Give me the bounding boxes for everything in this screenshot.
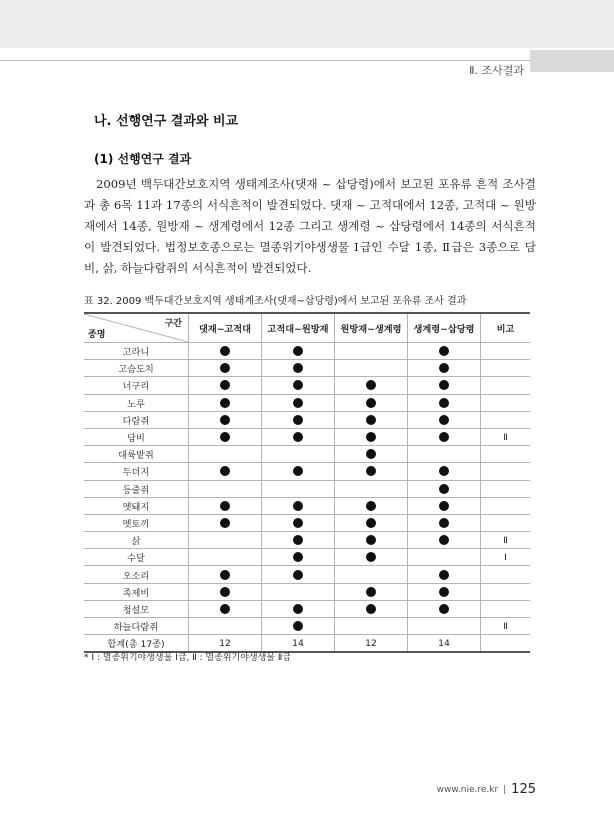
presence-cell	[189, 446, 262, 463]
note-cell	[481, 343, 531, 360]
presence-cell	[262, 600, 335, 617]
corner-cell	[84, 313, 189, 343]
presence-dot-icon	[439, 380, 449, 390]
presence-dot-icon	[439, 415, 449, 425]
presence-cell	[262, 446, 335, 463]
presence-cell	[408, 446, 481, 463]
presence-cell	[408, 480, 481, 497]
presence-dot-icon	[293, 380, 303, 390]
presence-dot-icon	[293, 621, 303, 631]
table-row	[84, 428, 530, 445]
sub-title: (1) 선행연구 결과	[94, 152, 192, 166]
presence-dot-icon	[293, 604, 303, 614]
table-row	[84, 480, 530, 497]
paragraph-text: 2009년 백두대간보호지역 생태계조사(댓재 ~ 삽당령)에서 보고된 포유류 흔적 조사결과 총 6목 11과 17종의 서식흔적이 발견되었다. 댓재 ~ 고적대에서 12종, 고적대 ~ 원방재에서 14종, 원방재 ~ 생계령에서 12종 그리고 생계령 ~ 삽당령에서 14종의 서식흔적이 발견되었다. 법정보호종으로는 멸종위기야생생물 Ⅰ급인 수달 1종, Ⅱ급은 3종으로 담비, 삵, 하늘다람쥐의 서식흔적이 발견되었다.	[84, 177, 536, 275]
presence-cell	[262, 549, 335, 566]
presence-dot-icon	[439, 518, 449, 528]
table-row	[84, 583, 530, 600]
presence-dot-icon	[366, 501, 376, 511]
presence-cell	[335, 532, 408, 549]
presence-dot-icon	[293, 432, 303, 442]
table-row	[84, 343, 530, 360]
presence-dot-icon	[439, 346, 449, 356]
presence-cell	[189, 377, 262, 394]
presence-cell	[189, 497, 262, 514]
table-row	[84, 463, 530, 480]
species-name: 수달	[84, 549, 189, 566]
presence-dot-icon	[366, 518, 376, 528]
header-tab	[530, 50, 614, 72]
presence-cell	[335, 566, 408, 583]
presence-dot-icon	[439, 570, 449, 580]
presence-cell	[262, 394, 335, 411]
presence-cell	[335, 377, 408, 394]
presence-cell	[189, 583, 262, 600]
presence-dot-icon	[220, 587, 230, 597]
presence-cell	[189, 463, 262, 480]
header-band	[0, 0, 614, 48]
presence-cell	[262, 514, 335, 531]
table-row	[84, 411, 530, 428]
presence-cell	[262, 497, 335, 514]
presence-cell	[262, 463, 335, 480]
presence-cell	[189, 618, 262, 635]
table-header-row	[84, 313, 530, 343]
presence-dot-icon	[220, 518, 230, 528]
species-name: 족제비	[84, 583, 189, 600]
presence-dot-icon	[293, 501, 303, 511]
total-value: 12	[189, 635, 262, 653]
column-header: 비고	[481, 313, 531, 343]
species-name: 오소리	[84, 566, 189, 583]
presence-cell	[189, 411, 262, 428]
presence-dot-icon	[366, 535, 376, 545]
presence-cell	[408, 532, 481, 549]
presence-dot-icon	[366, 466, 376, 476]
species-name: 두더지	[84, 463, 189, 480]
note-cell	[481, 497, 531, 514]
presence-cell	[262, 532, 335, 549]
presence-cell	[408, 360, 481, 377]
species-name: 너구리	[84, 377, 189, 394]
presence-cell	[408, 463, 481, 480]
presence-cell	[262, 343, 335, 360]
presence-cell	[335, 480, 408, 497]
presence-dot-icon	[220, 432, 230, 442]
presence-dot-icon	[293, 535, 303, 545]
presence-cell	[262, 566, 335, 583]
presence-dot-icon	[220, 570, 230, 580]
presence-cell	[262, 428, 335, 445]
presence-cell	[189, 549, 262, 566]
species-name: 하늘다람쥐	[84, 618, 189, 635]
presence-cell	[408, 377, 481, 394]
note-cell	[481, 514, 531, 531]
presence-dot-icon	[439, 398, 449, 408]
page-footer	[437, 782, 536, 797]
presence-cell	[189, 394, 262, 411]
table-row	[84, 566, 530, 583]
presence-dot-icon	[293, 415, 303, 425]
presence-cell	[335, 618, 408, 635]
footnote: * Ⅰ : 멸종위기야생생물 Ⅰ급, Ⅱ : 멸종위기야생생물 Ⅱ급	[84, 653, 291, 663]
presence-dot-icon	[439, 432, 449, 442]
table-row	[84, 600, 530, 617]
presence-cell	[189, 480, 262, 497]
presence-cell	[335, 549, 408, 566]
presence-cell	[408, 411, 481, 428]
page-number: 125	[511, 782, 536, 797]
table-row	[84, 497, 530, 514]
presence-cell	[262, 480, 335, 497]
presence-cell	[335, 411, 408, 428]
presence-cell	[335, 428, 408, 445]
presence-cell	[335, 600, 408, 617]
species-name: 멧토끼	[84, 514, 189, 531]
presence-cell	[408, 566, 481, 583]
note-cell	[481, 446, 531, 463]
presence-dot-icon	[366, 415, 376, 425]
table-row	[84, 532, 530, 549]
presence-cell	[262, 583, 335, 600]
table-row	[84, 394, 530, 411]
presence-cell	[262, 360, 335, 377]
presence-cell	[408, 514, 481, 531]
presence-cell	[262, 377, 335, 394]
presence-cell	[335, 343, 408, 360]
corner-bottom-label: 종명	[88, 330, 106, 340]
presence-dot-icon	[366, 432, 376, 442]
note-cell	[481, 377, 531, 394]
column-header: 고적대~원방재	[262, 313, 335, 343]
presence-dot-icon	[439, 604, 449, 614]
presence-cell	[408, 583, 481, 600]
presence-dot-icon	[366, 552, 376, 562]
presence-cell	[262, 411, 335, 428]
presence-cell	[189, 360, 262, 377]
presence-cell	[335, 497, 408, 514]
species-name: 청설모	[84, 600, 189, 617]
total-value: 12	[335, 635, 408, 653]
presence-dot-icon	[220, 466, 230, 476]
column-header: 댓재~고적대	[189, 313, 262, 343]
table-row	[84, 377, 530, 394]
presence-dot-icon	[293, 466, 303, 476]
column-header: 원방재~생계령	[335, 313, 408, 343]
species-name: 담비	[84, 428, 189, 445]
presence-cell	[408, 549, 481, 566]
note-cell: Ⅱ	[481, 532, 531, 549]
note-cell	[481, 360, 531, 377]
species-name: 노루	[84, 394, 189, 411]
footer-url: www.nie.re.kr	[436, 785, 499, 795]
note-cell: Ⅰ	[481, 549, 531, 566]
column-header: 생계령~삽당령	[408, 313, 481, 343]
presence-cell	[408, 497, 481, 514]
note-cell	[481, 463, 531, 480]
total-value: 14	[408, 635, 481, 653]
note-cell	[481, 411, 531, 428]
presence-cell	[335, 394, 408, 411]
presence-dot-icon	[293, 518, 303, 528]
species-name: 대륙밭쥐	[84, 446, 189, 463]
mammal-table	[84, 312, 530, 653]
section-title: 나. 선행연구 결과와 비교	[94, 114, 239, 129]
table-row	[84, 514, 530, 531]
presence-cell	[262, 618, 335, 635]
note-cell	[481, 566, 531, 583]
total-value	[481, 635, 531, 653]
presence-cell	[335, 514, 408, 531]
presence-dot-icon	[220, 398, 230, 408]
total-label: 합계(총 17종)	[84, 635, 189, 653]
presence-cell	[189, 532, 262, 549]
note-cell	[481, 394, 531, 411]
presence-dot-icon	[220, 380, 230, 390]
presence-cell	[189, 428, 262, 445]
presence-dot-icon	[439, 363, 449, 373]
total-value: 14	[262, 635, 335, 653]
species-name: 등줄쥐	[84, 480, 189, 497]
table-row	[84, 360, 530, 377]
presence-dot-icon	[439, 501, 449, 511]
presence-dot-icon	[366, 587, 376, 597]
note-cell: Ⅱ	[481, 618, 531, 635]
presence-dot-icon	[220, 346, 230, 356]
presence-cell	[335, 446, 408, 463]
header-rule	[0, 60, 614, 61]
presence-dot-icon	[293, 552, 303, 562]
presence-cell	[189, 343, 262, 360]
running-header: Ⅱ. 조사결과	[469, 64, 524, 77]
presence-dot-icon	[439, 587, 449, 597]
presence-dot-icon	[293, 346, 303, 356]
presence-dot-icon	[293, 398, 303, 408]
presence-cell	[189, 600, 262, 617]
presence-dot-icon	[220, 604, 230, 614]
presence-cell	[189, 514, 262, 531]
species-name: 고슴도치	[84, 360, 189, 377]
presence-cell	[408, 600, 481, 617]
presence-cell	[335, 583, 408, 600]
table-caption: 표 32. 2009 백두대간보호지역 생태계조사(댓재~삽당령)에서 보고된 포유류 조사 결과	[84, 296, 467, 307]
presence-dot-icon	[293, 570, 303, 580]
presence-dot-icon	[366, 380, 376, 390]
presence-cell	[189, 566, 262, 583]
presence-cell	[408, 428, 481, 445]
species-name: 다람쥐	[84, 411, 189, 428]
note-cell	[481, 600, 531, 617]
table-row	[84, 549, 530, 566]
presence-cell	[408, 618, 481, 635]
species-name: 고라니	[84, 343, 189, 360]
presence-cell	[335, 360, 408, 377]
note-cell	[481, 480, 531, 497]
presence-dot-icon	[366, 604, 376, 614]
presence-cell	[408, 343, 481, 360]
presence-dot-icon	[439, 466, 449, 476]
presence-cell	[335, 463, 408, 480]
table-row	[84, 618, 530, 635]
presence-dot-icon	[220, 415, 230, 425]
presence-dot-icon	[439, 535, 449, 545]
species-name: 삵	[84, 532, 189, 549]
presence-dot-icon	[220, 363, 230, 373]
table-row	[84, 446, 530, 463]
presence-dot-icon	[439, 484, 449, 494]
note-cell: Ⅱ	[481, 428, 531, 445]
species-name: 멧돼지	[84, 497, 189, 514]
presence-dot-icon	[220, 501, 230, 511]
presence-cell	[408, 394, 481, 411]
presence-dot-icon	[293, 363, 303, 373]
presence-dot-icon	[366, 449, 376, 459]
note-cell	[481, 583, 531, 600]
corner-top-label: 구간	[164, 319, 182, 329]
presence-dot-icon	[366, 398, 376, 408]
body-paragraph	[84, 174, 536, 279]
footer-separator	[504, 785, 505, 794]
